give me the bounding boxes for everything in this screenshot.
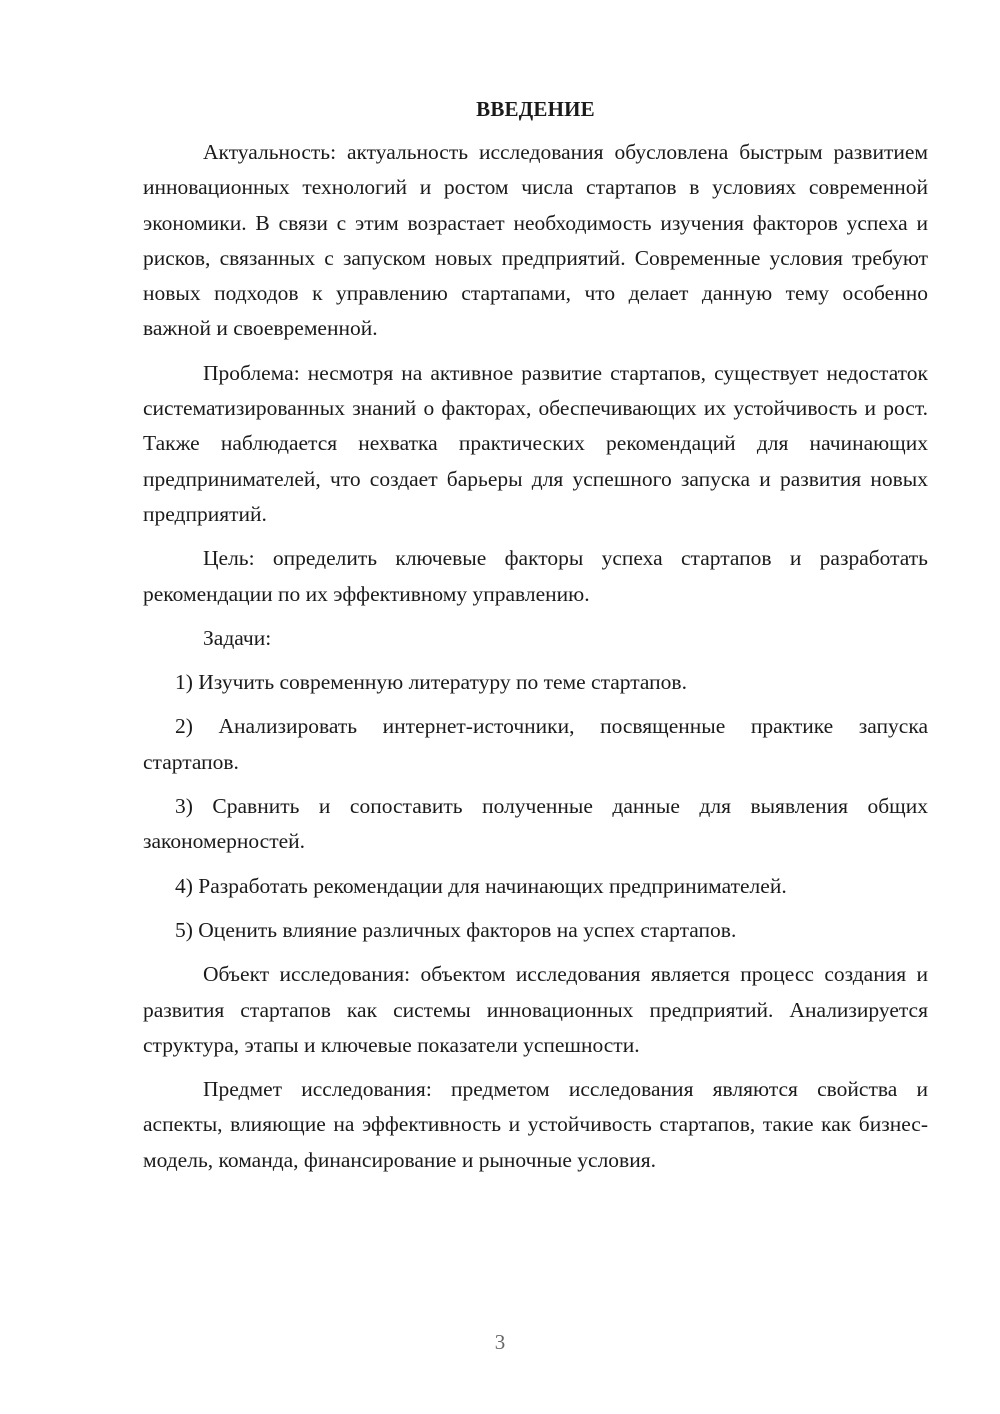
page-content	[143, 92, 928, 1187]
paragraph-relevance: Актуальность: актуальность исследования обусловлена быстрым развитием инновационных технологий и ростом числа стартапов в условиях современной экономики. В связи с этим возрастает необходимость изучения факторов успеха и рисков, связанных с запуском новых предприятий. Современные условия требуют новых подходов к управлению стартапами, что делает данную тему особенно важной и своевременной.	[143, 140, 928, 341]
page-number: 3	[494, 1330, 506, 1354]
section-title: ВВЕДЕНИЕ	[476, 97, 595, 121]
task-item-2: 2) Анализировать интернет-источники, посвященные практике запуска стартапов.	[143, 714, 928, 774]
task-item-5: 5) Оценить влияние различных факторов на успех стартапов.	[175, 917, 737, 942]
paragraph-object: Объект исследования: объектом исследования является процесс создания и развития стартапов как системы инновационных предприятий. Анализируется структура, этапы и ключевые показатели успешности.	[143, 962, 928, 1057]
task-item-3: 3) Сравнить и сопоставить полученные данные для выявления общих закономерностей.	[143, 794, 928, 854]
tasks-heading: Задачи:	[203, 625, 272, 650]
paragraph-subject: Предмет исследования: предметом исследования являются свойства и аспекты, влияющие на эффективность и устойчивость стартапов, такие как бизнес-модель, команда, финансирование и рыночные условия.	[143, 1077, 928, 1172]
task-item-1: 1) Изучить современную литературу по теме стартапов.	[175, 670, 687, 695]
paragraph-problem: Проблема: несмотря на активное развитие стартапов, существует недостаток систематизированных знаний о факторах, обеспечивающих их устойчивость и рост. Также наблюдается нехватка практических рекомендаций для начинающих предпринимателей, что создает барьеры для успешного запуска и развития новых предприятий.	[143, 360, 928, 526]
task-item-4: 4) Разработать рекомендации для начинающих предпринимателей.	[175, 873, 787, 898]
paragraph-goal: Цель: определить ключевые факторы успеха стартапов и разработать рекомендации по их эффективному управлению.	[143, 546, 928, 606]
